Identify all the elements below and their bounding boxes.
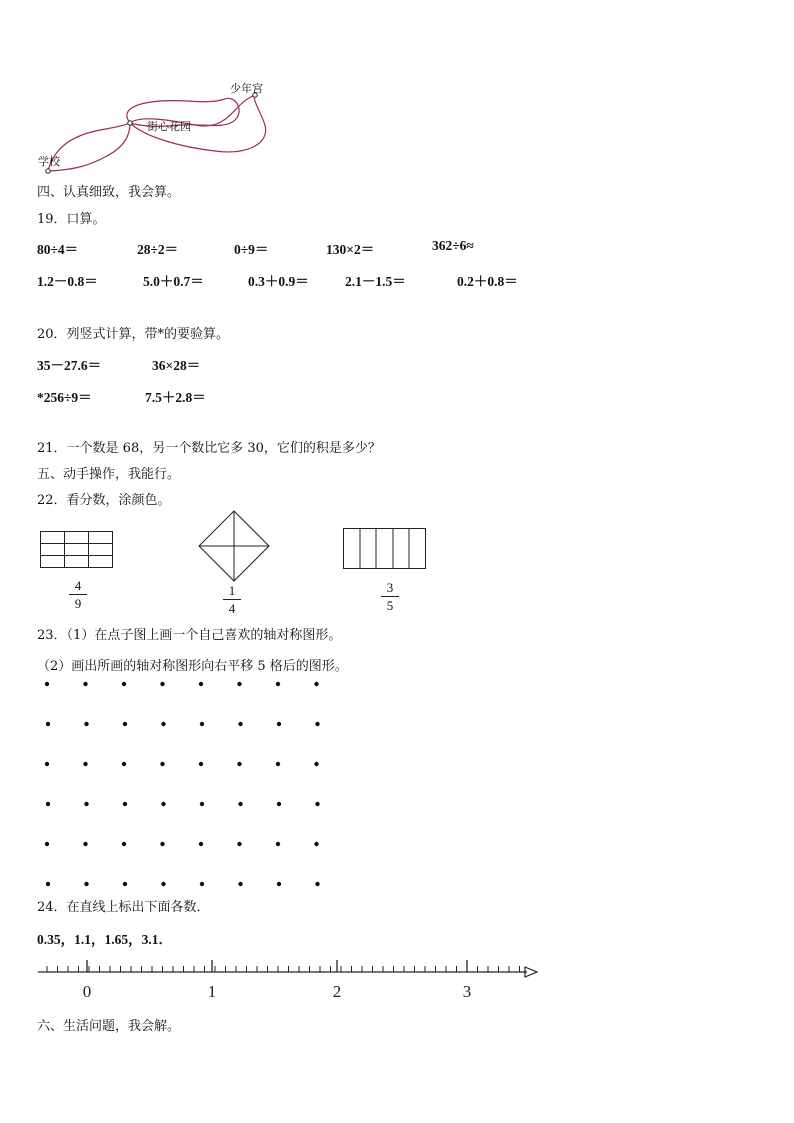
grid-dot[interactable] bbox=[199, 842, 203, 846]
grid-dot[interactable] bbox=[237, 842, 241, 846]
number-line-label: 1 bbox=[207, 982, 217, 1001]
q19-r2-c5: 0.2＋0.8＝ bbox=[457, 274, 518, 289]
grid-dot[interactable] bbox=[314, 842, 318, 846]
grid-dot[interactable] bbox=[161, 882, 165, 886]
grid-dot[interactable] bbox=[315, 882, 319, 886]
grid-dot[interactable] bbox=[83, 762, 87, 766]
grid-dot[interactable] bbox=[276, 842, 280, 846]
number-line-ticks bbox=[47, 960, 520, 972]
grid-dot[interactable] bbox=[122, 842, 126, 846]
map-label-school: 学校 bbox=[38, 155, 60, 168]
grid-dot[interactable] bbox=[84, 882, 88, 886]
fraction-denominator: 9 bbox=[74, 596, 82, 611]
q20-r2-c2: 7.5＋2.8＝ bbox=[145, 390, 206, 405]
grid-dot[interactable] bbox=[277, 802, 281, 806]
q21-text: 21．一个数是 68，另一个数比它多 30，它们的积是多少？ bbox=[37, 441, 381, 456]
fraction-denominator: 5 bbox=[386, 598, 394, 613]
grid-dot[interactable] bbox=[238, 802, 242, 806]
grid-dot[interactable] bbox=[277, 882, 281, 886]
q24-title: 24．在直线上标出下面各数． bbox=[37, 900, 210, 915]
grid-dot[interactable] bbox=[238, 722, 242, 726]
grid-dot[interactable] bbox=[315, 722, 319, 726]
q19-r1-c1: 80÷4＝ bbox=[37, 242, 79, 257]
grid-dot[interactable] bbox=[46, 802, 50, 806]
diamond-shape[interactable] bbox=[197, 510, 271, 582]
fraction-numerator: 3 bbox=[386, 580, 394, 595]
q19-r2-c1: 1.2－0.8＝ bbox=[37, 274, 98, 289]
grid-dot[interactable] bbox=[160, 682, 164, 686]
grid-dot[interactable] bbox=[84, 802, 88, 806]
q20-r2-c1: *256÷9＝ bbox=[37, 390, 92, 405]
fraction-1-4 bbox=[220, 583, 244, 616]
q23-part1: 23．（1）在点子图上画一个自己喜欢的轴对称图形。 bbox=[37, 628, 342, 643]
grid-3x3-shape[interactable] bbox=[40, 531, 115, 569]
grid-dot[interactable] bbox=[160, 762, 164, 766]
grid-dot[interactable] bbox=[315, 802, 319, 806]
fraction-numerator: 4 bbox=[74, 578, 82, 593]
number-line-label: 2 bbox=[332, 982, 342, 1001]
number-line-label: 3 bbox=[462, 982, 472, 1001]
number-line[interactable] bbox=[35, 955, 540, 1003]
q19-r1-c2: 28÷2＝ bbox=[137, 242, 179, 257]
q19-r2-c2: 5.0＋0.7＝ bbox=[143, 274, 204, 289]
grid-dot[interactable] bbox=[160, 842, 164, 846]
rect-5-part-shape[interactable] bbox=[343, 528, 427, 570]
grid-dot[interactable] bbox=[45, 762, 49, 766]
fraction-numerator: 1 bbox=[228, 583, 236, 598]
fraction-denominator: 4 bbox=[228, 601, 236, 616]
fraction-3-5 bbox=[378, 580, 402, 613]
q19-r1-c5: 362÷6≈ bbox=[432, 238, 474, 253]
q23-part2: （2）画出所画的轴对称图形向右平移 5 格后的图形。 bbox=[37, 659, 348, 674]
grid-dot[interactable] bbox=[199, 762, 203, 766]
grid-dot[interactable] bbox=[161, 722, 165, 726]
grid-dot[interactable] bbox=[200, 722, 204, 726]
grid-dot[interactable] bbox=[122, 762, 126, 766]
q22-title: 22．看分数，涂颜色。 bbox=[37, 493, 171, 508]
grid-dot[interactable] bbox=[237, 762, 241, 766]
garden-point bbox=[128, 121, 132, 125]
map-label-palace: 少年宫 bbox=[230, 82, 263, 95]
grid-dot[interactable] bbox=[84, 722, 88, 726]
grid-dot[interactable] bbox=[276, 762, 280, 766]
q19-r2-c3: 0.3＋0.9＝ bbox=[248, 274, 309, 289]
section-6-heading: 六、生活问题，我会解。 bbox=[37, 1019, 181, 1034]
map-label-garden: 街心花园 bbox=[147, 120, 191, 133]
q24-numbers: 0.35，1.1，1.65，3.1． bbox=[37, 932, 172, 947]
grid-dot[interactable] bbox=[45, 842, 49, 846]
grid-dot[interactable] bbox=[276, 682, 280, 686]
grid-dot[interactable] bbox=[83, 842, 87, 846]
grid-dot[interactable] bbox=[123, 882, 127, 886]
grid-dot[interactable] bbox=[314, 762, 318, 766]
school-point bbox=[46, 169, 50, 173]
q19-r1-c4: 130×2＝ bbox=[326, 242, 375, 257]
grid-dot[interactable] bbox=[122, 682, 126, 686]
grid-dot[interactable] bbox=[314, 682, 318, 686]
grid-dot[interactable] bbox=[199, 682, 203, 686]
q19-title: 19．口算。 bbox=[37, 212, 106, 227]
grid-dot[interactable] bbox=[238, 882, 242, 886]
number-line-label: 0 bbox=[82, 982, 92, 1001]
grid-dot[interactable] bbox=[123, 802, 127, 806]
grid-dot[interactable] bbox=[200, 882, 204, 886]
grid-dot[interactable] bbox=[277, 722, 281, 726]
section-4-heading: 四、认真细致，我会算。 bbox=[37, 185, 181, 200]
section-5-heading: 五、动手操作，我能行。 bbox=[37, 467, 181, 482]
number-line-labels bbox=[83, 982, 472, 1001]
grid-dot[interactable] bbox=[161, 802, 165, 806]
grid-dot[interactable] bbox=[83, 682, 87, 686]
grid-dot[interactable] bbox=[200, 802, 204, 806]
dot-grid[interactable] bbox=[30, 672, 340, 897]
q19-r2-c4: 2.1－1.5＝ bbox=[345, 274, 406, 289]
q20-r1-c1: 35－27.6＝ bbox=[37, 358, 102, 373]
q20-title: 20．列竖式计算，带*的要验算。 bbox=[37, 327, 230, 342]
grid-dot[interactable] bbox=[237, 682, 241, 686]
grid-dot[interactable] bbox=[45, 682, 49, 686]
grid-dot[interactable] bbox=[46, 882, 50, 886]
grid-dot[interactable] bbox=[123, 722, 127, 726]
q19-r1-c3: 0÷9＝ bbox=[234, 242, 269, 257]
q20-r1-c2: 36×28＝ bbox=[152, 358, 201, 373]
grid-dot[interactable] bbox=[46, 722, 50, 726]
fraction-4-9 bbox=[66, 578, 90, 611]
